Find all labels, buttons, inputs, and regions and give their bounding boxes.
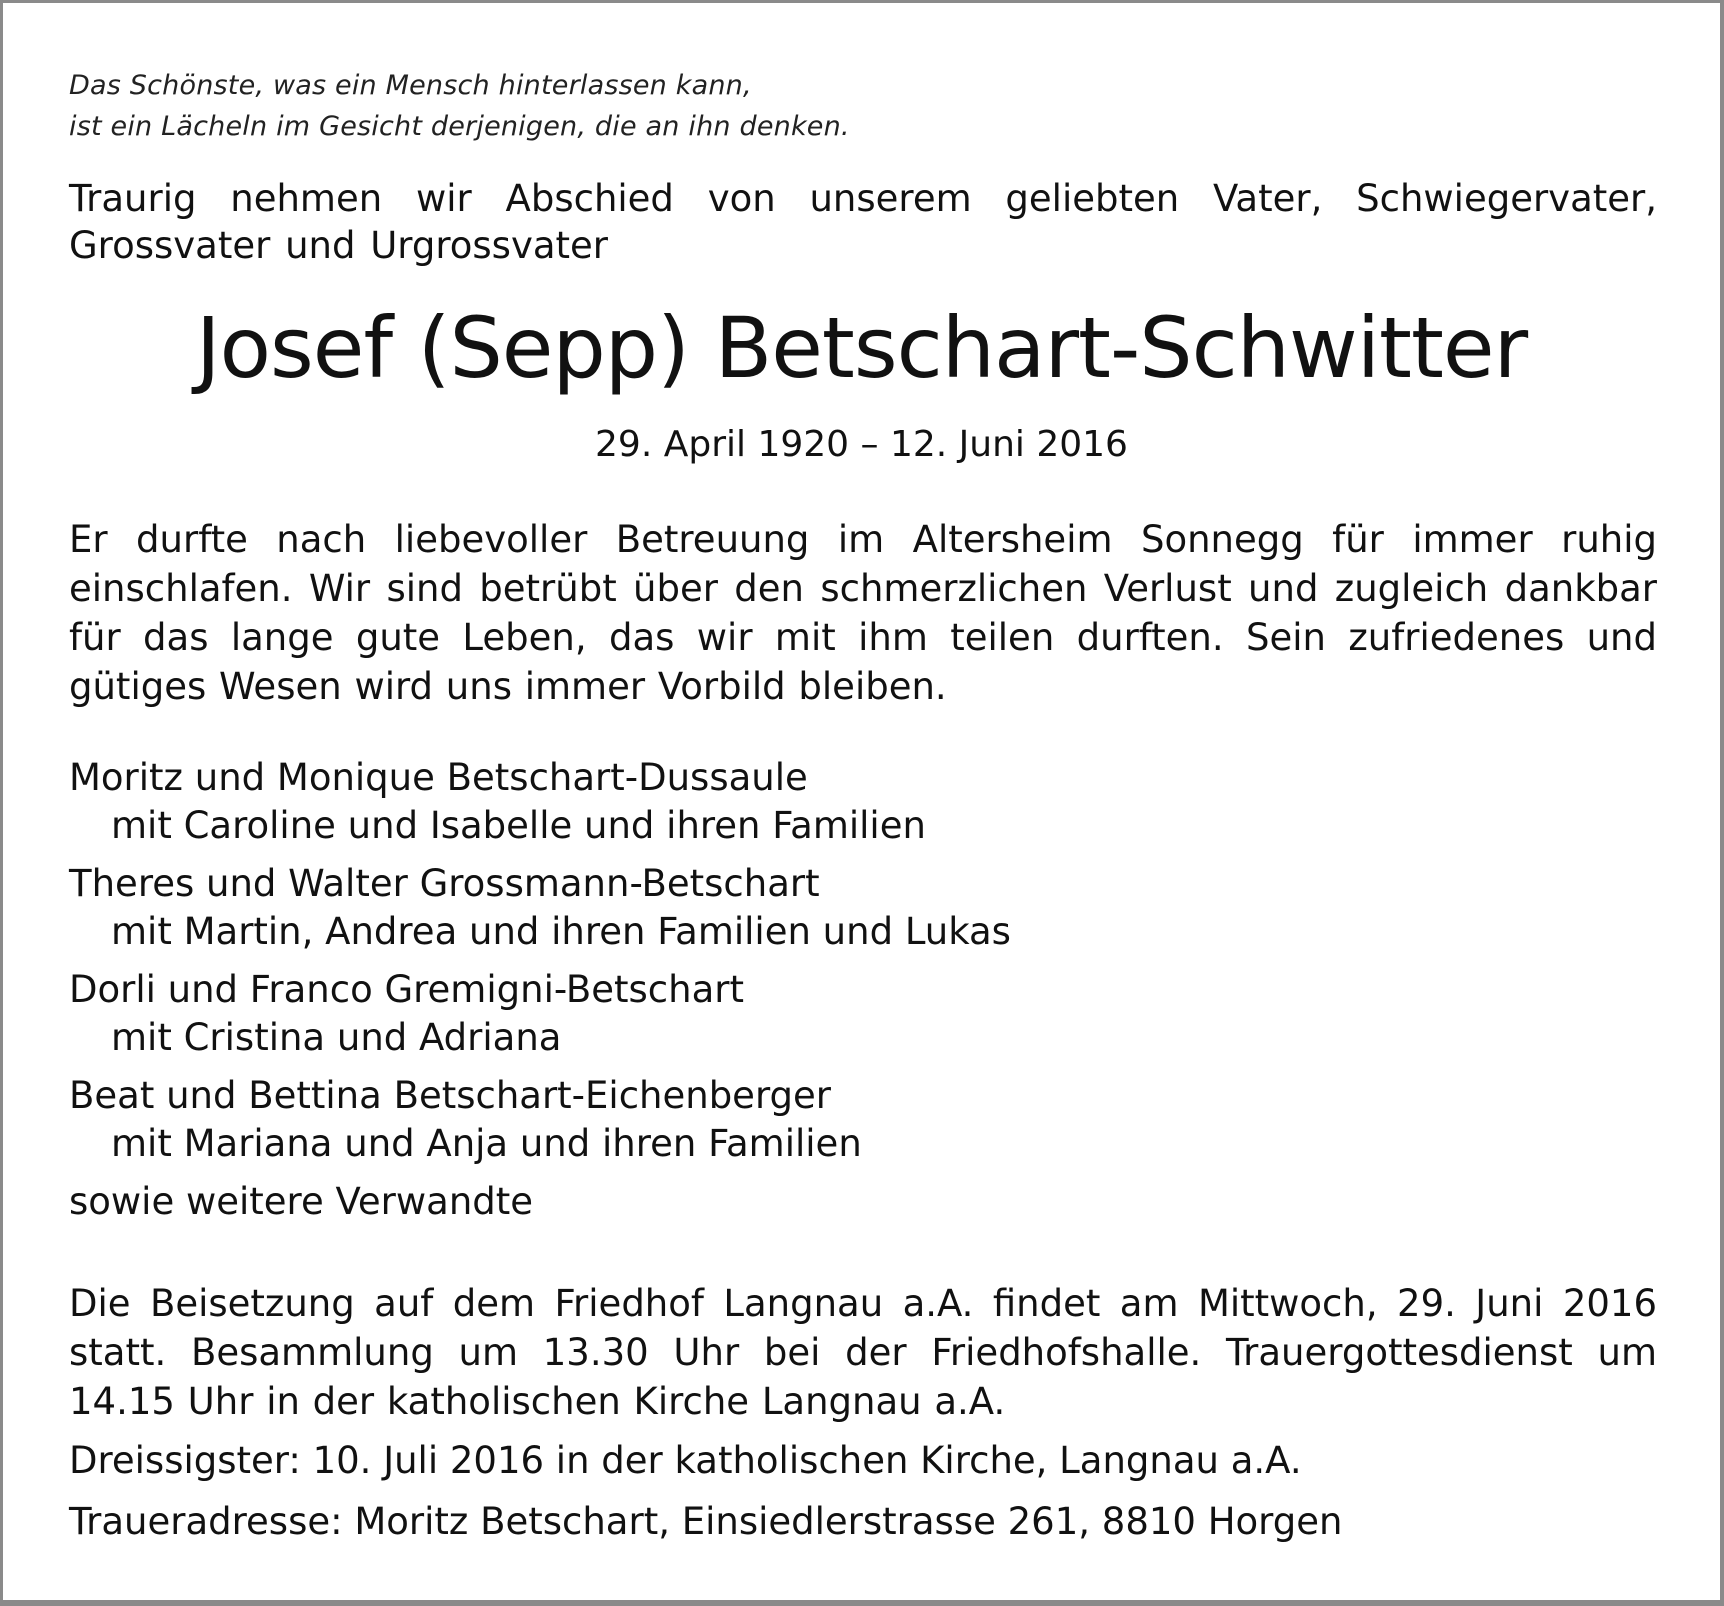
motto-quote: [69, 65, 850, 147]
life-dates: 29. April 1920 – 12. Juni 2016: [595, 424, 1128, 465]
family-entry-children: mit Mariana und Anja und ihren Familien: [111, 1122, 862, 1165]
motto-line-2: ist ein Lächeln im Gesicht derjenigen, die an ihn denken.: [69, 111, 850, 142]
deceased-name: Josef (Sepp) Betschart-Schwitter: [195, 299, 1528, 397]
family-entry-children: mit Cristina und Adriana: [111, 1016, 562, 1059]
family-entry-children: mit Martin, Andrea und ihren Familien und Lukas: [111, 910, 1011, 953]
intro-text: Traurig nehmen wir Abschied von unserem geliebten Vater, Schwiegervater, Grossvater und Urgrossvater: [69, 177, 1657, 267]
funeral-info: Die Beisetzung auf dem Friedhof Langnau a.A. findet am Mittwoch, 29. Juni 2016 statt. Besammlung um 13.30 Uhr bei der Friedhofshalle. Trauergottesdienst um 14.15 Uhr in der katholischen Kirche Langnau a.A.: [69, 1282, 1657, 1423]
family-list: [69, 754, 1657, 1226]
obituary-notice: [3, 3, 1720, 1600]
family-entry-name: Dorli und Franco Gremigni-Betschart: [69, 968, 744, 1011]
other-relatives: sowie weitere Verwandte: [69, 1180, 534, 1223]
family-entry-name: Moritz und Monique Betschart-Dussaule: [69, 756, 808, 799]
family-entry-name: Beat und Bettina Betschart-Eichenberger: [69, 1074, 831, 1117]
family-entry: [69, 754, 1657, 850]
family-entry: [69, 860, 1657, 956]
family-entry-children: mit Caroline und Isabelle und ihren Familien: [111, 804, 926, 847]
family-entry: [69, 966, 1657, 1062]
family-entry: [69, 1072, 1657, 1168]
family-entry-name: Theres und Walter Grossmann-Betschart: [69, 862, 820, 905]
motto-line-1: Das Schönste, was ein Mensch hinterlassen kann,: [69, 70, 752, 101]
message-text: Er durfte nach liebevoller Betreuung im Altersheim Sonnegg für immer ruhig einschlafen. Wir sind betrübt über den schmerzlichen Verlust und zugleich dankbar für das lange gute Leben, das wir mit ihm teilen durften. Sein zufriedenes und gütiges Wesen wird uns immer Vorbild bleiben.: [69, 518, 1657, 708]
thirtieth-day-mass: Dreissigster: 10. Juli 2016 in der katholischen Kirche, Langnau a.A.: [69, 1439, 1302, 1482]
mourning-address: Traueradresse: Moritz Betschart, Einsiedlerstrasse 261, 8810 Horgen: [69, 1500, 1343, 1543]
